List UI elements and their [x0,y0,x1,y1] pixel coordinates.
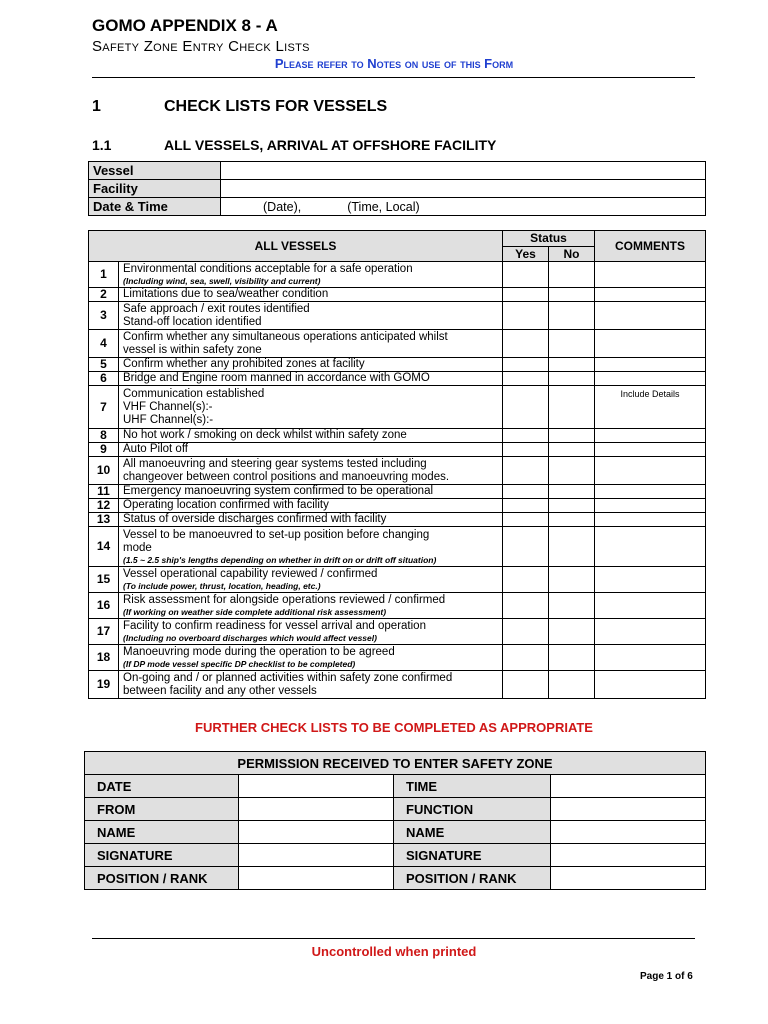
checklist-item-text [119,386,503,429]
checklist-item-text [119,593,503,619]
status-yes-cell[interactable] [503,513,549,527]
checklist-item-note: (If working on weather side complete additional risk assessment) [123,607,387,617]
checklist-item-text [119,262,503,288]
comments-cell[interactable] [595,443,706,457]
checklist-item-number: 6 [89,372,119,386]
checklist-item-line: Emergency manoeuvring system confirmed to be operational [123,485,434,497]
comments-cell[interactable] [595,262,706,288]
checklist-item-line: between facility and any other vessels [123,684,317,697]
status-no-cell[interactable] [549,619,595,645]
permission-left-field[interactable] [239,821,394,844]
checklist-item-line: Communication established [123,387,265,400]
checklist-item-line: Status of overside discharges confirmed with facility [123,513,387,525]
checklist-item-line: Operating location confirmed with facility [123,499,329,511]
checklist-row [89,513,706,527]
checklist-item-number: 12 [89,499,119,513]
status-yes-cell[interactable] [503,527,549,567]
header-rule [92,77,695,78]
checklist-item-line: changeover between control positions and manoeuvring modes. [123,470,450,483]
checklist-item-text [119,513,503,527]
checklist-row [89,527,706,567]
comments-header: COMMENTS [595,231,706,262]
comments-cell[interactable] [595,567,706,593]
checklist-item-line: Bridge and Engine room manned in accordance with GOMO [123,372,430,384]
document-subtitle: Safety Zone Entry Check Lists [92,38,310,55]
status-no-cell[interactable] [549,513,595,527]
permission-left-label: DATE [85,775,239,798]
datetime-field[interactable] [221,198,706,216]
comments-cell[interactable]: Include Details [595,386,706,429]
permission-left-label: NAME [85,821,239,844]
status-no-cell[interactable] [549,330,595,358]
permission-left-label: SIGNATURE [85,844,239,867]
checklist-item-number: 7 [89,386,119,429]
notes-reference: Please refer to Notes on use of this Form [274,56,514,71]
checklist-item-number: 19 [89,671,119,699]
checklist-item-text [119,330,503,358]
yes-header: Yes [503,247,549,262]
vessel-checklist-table [88,230,706,699]
status-no-cell[interactable] [549,302,595,330]
checklist-item-line: Confirm whether any simultaneous operations anticipated whilst [123,330,448,343]
section-title: CHECK LISTS FOR VESSELS [164,98,388,115]
status-no-cell[interactable] [549,671,595,699]
vessel-field[interactable] [221,162,706,180]
status-no-cell[interactable] [549,372,595,386]
checklist-item-line: vessel is within safety zone [123,343,262,356]
permission-right-label: TIME [394,775,551,798]
comments-cell[interactable] [595,513,706,527]
status-yes-cell[interactable] [503,358,549,372]
comments-cell[interactable] [595,499,706,513]
status-yes-cell[interactable] [503,671,549,699]
comments-cell[interactable] [595,429,706,443]
permission-header: PERMISSION RECEIVED TO ENTER SAFETY ZONE [85,752,706,775]
checklist-item-text [119,457,503,485]
checklist-item-number: 16 [89,593,119,619]
checklist-item-line: Facility to confirm readiness for vessel arrival and operation [123,620,426,632]
checklist-item-text [119,443,503,457]
no-header: No [549,247,595,262]
permission-row [85,775,706,798]
checklist-item-note: (To include power, thrust, location, heading, etc.) [123,581,321,591]
checklist-item-text [119,288,503,302]
status-no-cell[interactable] [549,443,595,457]
status-no-cell[interactable] [549,527,595,567]
status-yes-cell[interactable] [503,645,549,671]
checklist-item-line: Confirm whether any prohibited zones at facility [123,358,365,370]
permission-right-field[interactable] [551,867,706,890]
checklist-item-text [119,302,503,330]
checklist-item-text [119,567,503,593]
vessel-info-table [88,161,706,216]
checklist-item-number: 14 [89,527,119,567]
checklist-item-line: No hot work / smoking on deck whilst within safety zone [123,429,407,441]
status-yes-cell[interactable] [503,499,549,513]
checklist-row [89,619,706,645]
checklist-item-number: 15 [89,567,119,593]
subsection-number: 1.1 [92,137,112,153]
status-no-cell[interactable] [549,567,595,593]
checklist-item-text [119,358,503,372]
checklist-item-number: 11 [89,485,119,499]
checklist-row [89,429,706,443]
permission-left-label: POSITION / RANK [85,867,239,890]
checklist-row [89,372,706,386]
document-title: GOMO APPENDIX 8 - A [92,16,278,35]
checklist-row [89,302,706,330]
status-no-cell[interactable] [549,457,595,485]
checklist-item-text [119,485,503,499]
checklist-item-line: Vessel operational capability reviewed / confirmed [123,568,378,580]
checklist-item-line: Stand-off location identified [123,315,262,328]
further-checklists-note: FURTHER CHECK LISTS TO BE COMPLETED AS APPROPRIATE [195,720,593,735]
status-no-cell[interactable] [549,429,595,443]
checklist-item-text [119,372,503,386]
checklist-row [89,671,706,699]
status-yes-cell[interactable] [503,593,549,619]
permission-right-label: POSITION / RANK [394,867,551,890]
vessel-label: Vessel [89,162,221,180]
status-yes-cell[interactable] [503,372,549,386]
checklist-item-number: 18 [89,645,119,671]
checklist-item-number: 5 [89,358,119,372]
comments-cell[interactable] [595,330,706,358]
permission-row [85,821,706,844]
checklist-row [89,645,706,671]
checklist-item-number: 2 [89,288,119,302]
facility-field[interactable] [221,180,706,198]
status-yes-cell[interactable] [503,330,549,358]
comments-cell[interactable] [595,671,706,699]
status-no-cell[interactable] [549,358,595,372]
checklist-item-line: UHF Channel(s):- [123,413,214,426]
checklist-item-number: 1 [89,262,119,288]
permission-right-label: FUNCTION [394,798,551,821]
status-yes-cell[interactable] [503,429,549,443]
subsection-title: ALL VESSELS, ARRIVAL AT OFFSHORE FACILITY [164,137,497,153]
checklist-item-line: Auto Pilot off [123,443,188,455]
status-yes-cell[interactable] [503,288,549,302]
checklist-item-text [119,499,503,513]
checklist-row [89,358,706,372]
checklist-row [89,262,706,288]
checklist-row [89,386,706,429]
permission-right-field[interactable] [551,844,706,867]
comments-cell[interactable] [595,457,706,485]
permission-row [85,867,706,890]
comments-cell[interactable] [595,358,706,372]
permission-right-field[interactable] [551,821,706,844]
checklist-item-line: Safe approach / exit routes identified [123,302,310,315]
status-no-cell[interactable] [549,262,595,288]
checklist-item-number: 13 [89,513,119,527]
checklist-item-number: 9 [89,443,119,457]
footer-rule [92,938,695,939]
checklist-row [89,288,706,302]
checklist-row [89,499,706,513]
status-no-cell[interactable] [549,645,595,671]
checklist-item-number: 4 [89,330,119,358]
checklist-item-number: 10 [89,457,119,485]
checklist-item-number: 17 [89,619,119,645]
status-no-cell[interactable] [549,593,595,619]
checklist-item-number: 3 [89,302,119,330]
checklist-item-line: VHF Channel(s):- [123,400,213,413]
permission-left-field[interactable] [239,798,394,821]
status-yes-cell[interactable] [503,262,549,288]
date-hint: (Date), [263,199,302,214]
checklist-row [89,443,706,457]
comments-cell[interactable] [595,302,706,330]
status-header: Status [503,231,595,247]
status-yes-cell[interactable] [503,443,549,457]
checklist-item-number: 8 [89,429,119,443]
checklist-item-line: On-going and / or planned activities within safety zone confirmed [123,671,453,684]
comments-cell[interactable] [595,372,706,386]
status-no-cell[interactable] [549,485,595,499]
permission-right-label: SIGNATURE [394,844,551,867]
checklist-item-line: Manoeuvring mode during the operation to be agreed [123,646,395,658]
section-number: 1 [92,98,101,115]
checklist-item-text [119,671,503,699]
status-yes-cell[interactable] [503,485,549,499]
status-yes-cell[interactable] [503,302,549,330]
comments-cell[interactable] [595,288,706,302]
checklist-item-line: Risk assessment for alongside operations reviewed / confirmed [123,594,446,606]
status-yes-cell[interactable] [503,457,549,485]
page-number: Page 1 of 6 [640,971,693,982]
checklist-item-note: (Including wind, sea, swell, visibility and current) [123,276,321,286]
permission-row [85,844,706,867]
time-hint: (Time, Local) [347,199,420,214]
permission-row [85,798,706,821]
status-no-cell[interactable] [549,386,595,429]
checklist-item-line: Environmental conditions acceptable for a safe operation [123,263,413,275]
checklist-item-text [119,429,503,443]
checklist-item-text [119,645,503,671]
datetime-label: Date & Time [89,198,221,216]
facility-label: Facility [89,180,221,198]
permission-right-field[interactable] [551,775,706,798]
status-yes-cell[interactable] [503,386,549,429]
comments-cell[interactable] [595,593,706,619]
comments-cell[interactable] [595,645,706,671]
permission-right-field[interactable] [551,798,706,821]
permission-left-field[interactable] [239,775,394,798]
checklist-item-note: (If DP mode vessel specific DP checklist to be completed) [123,659,356,669]
status-yes-cell[interactable] [503,619,549,645]
permission-left-label: FROM [85,798,239,821]
checklist-row [89,330,706,358]
checklist-row [89,593,706,619]
checklist-row [89,567,706,593]
status-no-cell[interactable] [549,288,595,302]
comments-cell[interactable] [595,485,706,499]
comments-cell[interactable] [595,619,706,645]
status-no-cell[interactable] [549,499,595,513]
checklist-row [89,485,706,499]
status-yes-cell[interactable] [503,567,549,593]
permission-right-label: NAME [394,821,551,844]
uncontrolled-note: Uncontrolled when printed [311,944,477,959]
checklist-item-note: (Including no overboard discharges which would affect vessel) [123,633,377,643]
checklist-row [89,457,706,485]
checklist-item-text [119,619,503,645]
all-vessels-header: ALL VESSELS [89,231,503,262]
comments-cell[interactable] [595,527,706,567]
checklist-item-text [119,527,503,567]
checklist-item-line: Limitations due to sea/weather condition [123,288,329,300]
permission-left-field[interactable] [239,844,394,867]
permission-table [84,751,706,890]
checklist-item-note: (1.5 ~ 2.5 ship's lengths depending on whether in drift on or drift off situation) [123,554,437,565]
permission-left-field[interactable] [239,867,394,890]
checklist-item-line: mode [123,541,152,554]
checklist-item-line: All manoeuvring and steering gear systems tested including [123,457,427,470]
checklist-item-line: Vessel to be manoeuvred to set-up position before changing [123,528,430,541]
